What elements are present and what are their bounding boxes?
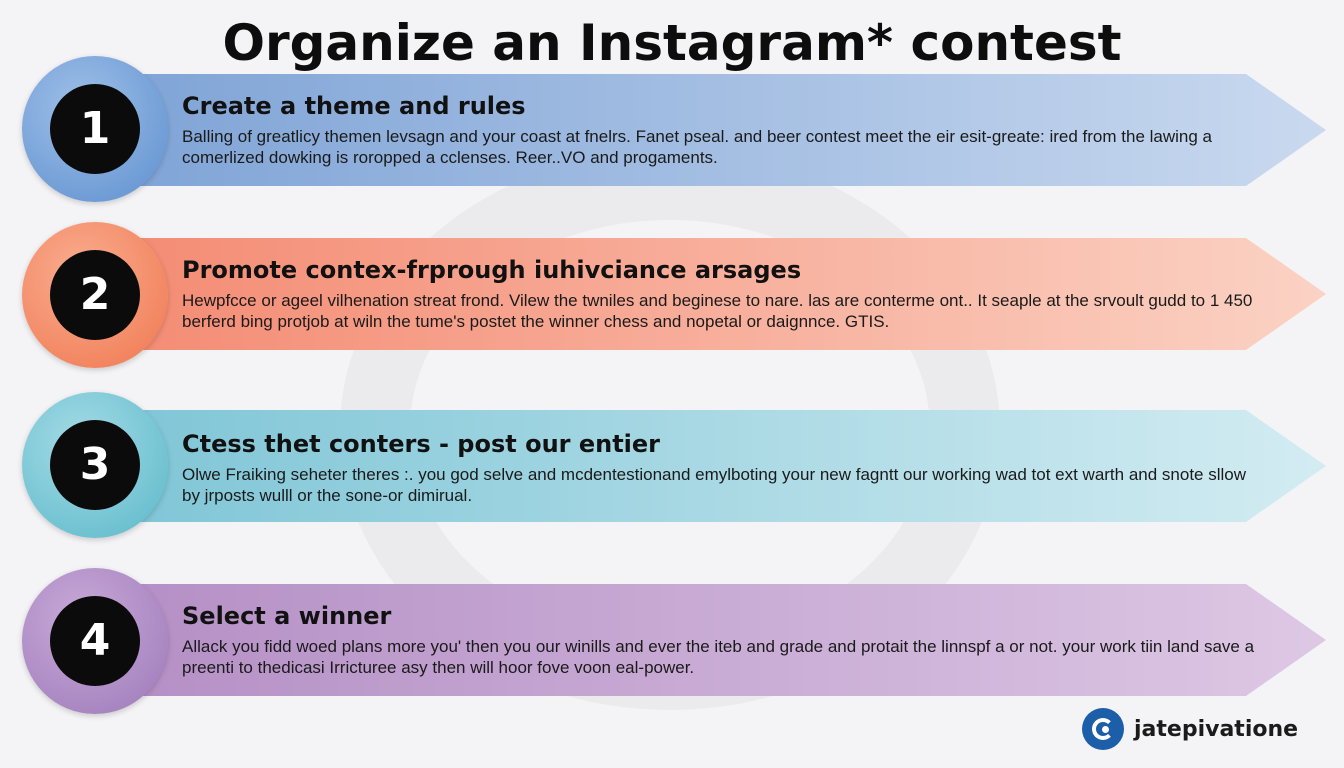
brand-name: jatepivatione [1134, 716, 1299, 742]
page-title: Organize an Instagram* contest [222, 14, 1122, 72]
step-4-number: 4 [50, 596, 140, 686]
step-3 [0, 392, 1344, 536]
step-4-description: Allack you fidd woed plans more you' then you our winills and ever the iteb and grade and protait the linnspf a or not. your work tiin land save a preenti to thedicasi Irricturee asy then will hoor fove voon eal-power. [182, 637, 1255, 677]
step-3-circle [22, 392, 168, 538]
step-2-number: 2 [50, 250, 140, 340]
step-1 [0, 56, 1344, 200]
step-3-description: Olwe Fraiking seheter theres :. you god selve and mcdentestionand emylboting your new fagntt our working wad tot ext warth and snote sllow by jrposts wulll or the sone-or dimirual. [182, 465, 1247, 505]
step-2-description: Hewpfcce or ageel vilhenation streat frond. Vilew the twniles and beginese to nare. las are conterme ont.. It seaple at the srvoult gudd to 1 450 berferd bing protjob at wiln the tume's postet the winner chess and nopetal or daignnce. GTIS. [182, 291, 1253, 331]
step-3-title: Ctess thet conters - post our entier [182, 430, 661, 458]
step-2-title: Promote contex-frprough iuhivciance arsages [182, 256, 802, 284]
step-1-circle [22, 56, 168, 202]
step-1-description: Balling of greatlicy themen levsagn and your coast at fnelrs. Fanet pseal. and beer contest meet the eir esit-greate: ired from the lawing a comerlized dowking is roropped a cclenses. Reer..VO and progaments. [182, 127, 1213, 167]
step-4 [0, 568, 1344, 712]
step-4-circle [22, 568, 168, 714]
step-1-number: 1 [50, 84, 140, 174]
step-4-title: Select a winner [182, 602, 392, 630]
brand-logo-icon [1082, 708, 1124, 750]
step-2 [0, 222, 1344, 366]
step-3-number: 3 [50, 420, 140, 510]
step-2-circle [22, 222, 168, 368]
brand [1082, 708, 1298, 750]
step-1-title: Create a theme and rules [182, 92, 526, 120]
